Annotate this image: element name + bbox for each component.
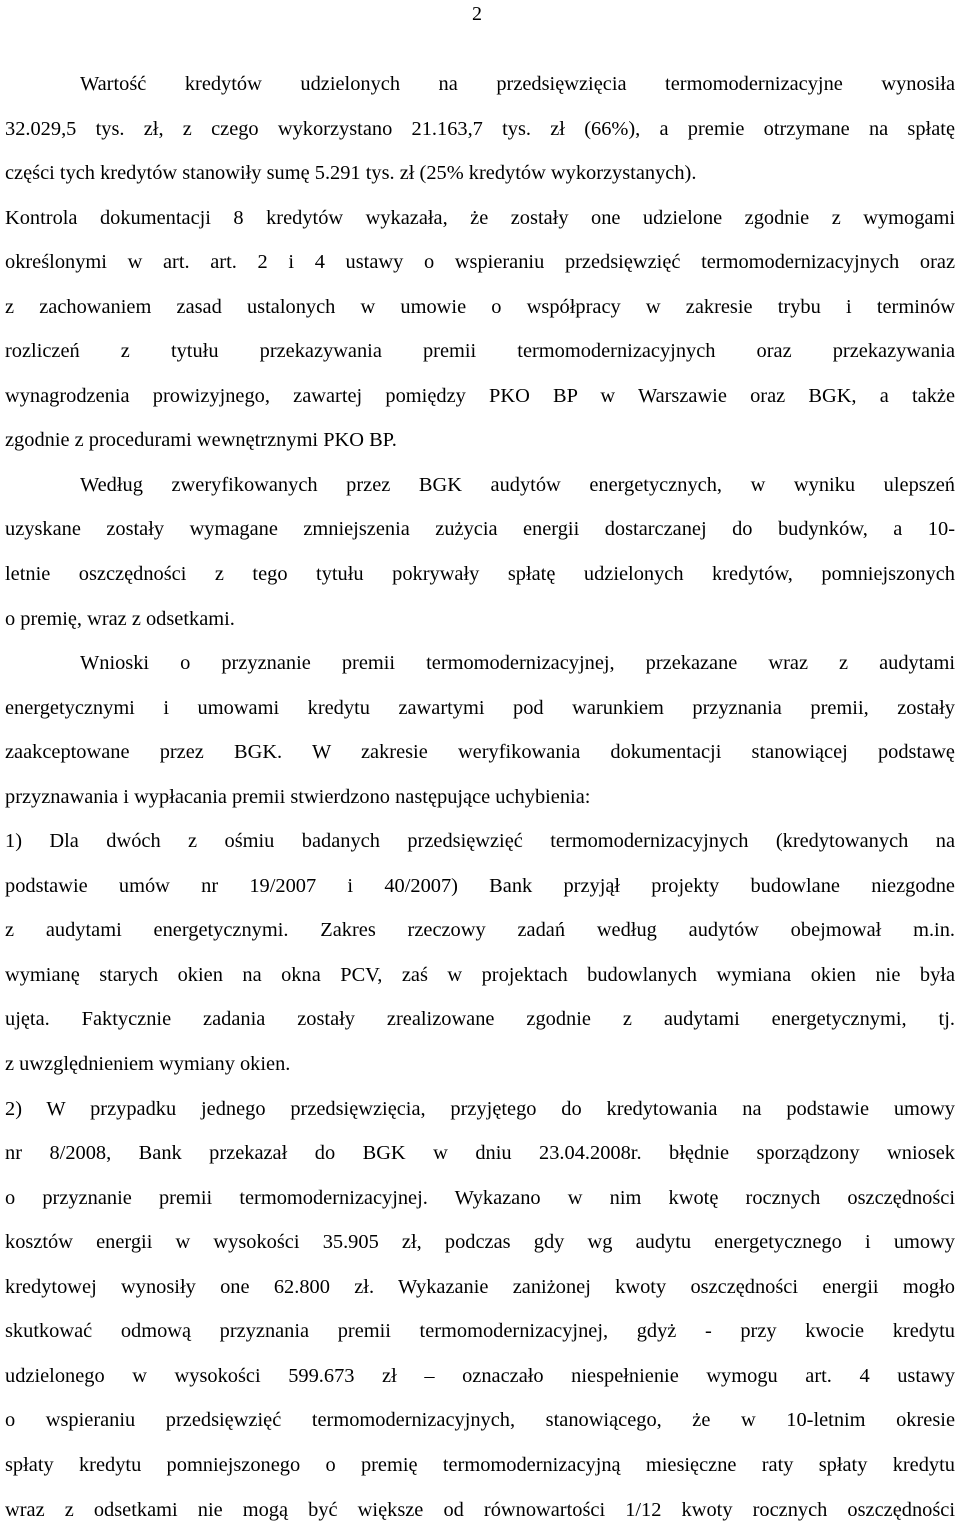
text-line: z zachowaniem zasad ustalonych w umowie o współpracy w zakresie trybu i terminów xyxy=(5,285,955,330)
text-line: udzielonego w wysokości 599.673 zł – oznaczało niespełnienie wymogu art. 4 ustawy xyxy=(5,1354,955,1399)
text-line: rozliczeń z tytułu przekazywania premii termomodernizacyjnych oraz przekazywania xyxy=(5,329,955,374)
text-line: letnie oszczędności z tego tytułu pokrywały spłatę udzielonych kredytów, pomniejszonych xyxy=(5,552,955,597)
text-line: określonymi w art. art. 2 i 4 ustawy o wspieraniu przedsięwzięć termomodernizacyjnych oraz xyxy=(5,240,955,285)
text-line: skutkować odmową przyznania premii termomodernizacyjnej, gdyż - przy kwocie kredytu xyxy=(5,1309,955,1354)
text-line: części tych kredytów stanowiły sumę 5.291 tys. zł (25% kredytów wykorzystanych). xyxy=(5,151,955,196)
text-line: wraz z odsetkami nie mogą być większe od równowartości 1/12 kwoty rocznych oszczędności xyxy=(5,1488,955,1532)
text-line: zgodnie z procedurami wewnętrznymi PKO BP. xyxy=(5,418,955,463)
text-line: wynagrodzenia prowizyjnego, zawartej pomiędzy PKO BP w Warszawie oraz BGK, a także xyxy=(5,374,955,419)
page-number: 2 xyxy=(472,2,482,26)
text-line: Kontrola dokumentacji 8 kredytów wykazała, że zostały one udzielone zgodnie z wymogami xyxy=(5,196,955,241)
text-line: Wartość kredytów udzielonych na przedsięwzięcia termomodernizacyjne wynosiła xyxy=(5,62,955,107)
text-line: zaakceptowane przez BGK. W zakresie weryfikowania dokumentacji stanowiącej podstawę xyxy=(5,730,955,775)
text-line: 1) Dla dwóch z ośmiu badanych przedsięwzięć termomodernizacyjnych (kredytowanych na xyxy=(5,819,955,864)
text-line: podstawie umów nr 19/2007 i 40/2007) Bank przyjął projekty budowlane niezgodne xyxy=(5,864,955,909)
document-body xyxy=(5,62,955,1532)
text-line: o przyznanie premii termomodernizacyjnej. Wykazano w nim kwotę rocznych oszczędności xyxy=(5,1176,955,1221)
text-line: kredytowej wynosiły one 62.800 zł. Wykazanie zaniżonej kwoty oszczędności energii mogło xyxy=(5,1265,955,1310)
text-line: Wnioski o przyznanie premii termomodernizacyjnej, przekazane wraz z audytami xyxy=(5,641,955,686)
text-line: uzyskane zostały wymagane zmniejszenia zużycia energii dostarczanej do budynków, a 10- xyxy=(5,507,955,552)
text-line: nr 8/2008, Bank przekazał do BGK w dniu 23.04.2008r. błędnie sporządzony wniosek xyxy=(5,1131,955,1176)
text-line: ujęta. Faktycznie zadania zostały zrealizowane zgodnie z audytami energetycznymi, tj. xyxy=(5,997,955,1042)
text-line: wymianę starych okien na okna PCV, zaś w projektach budowlanych wymiana okien nie była xyxy=(5,953,955,998)
text-line: o premię, wraz z odsetkami. xyxy=(5,597,955,642)
text-line: spłaty kredytu pomniejszonego o premię termomodernizacyjną miesięczne raty spłaty kredytu xyxy=(5,1443,955,1488)
text-line: z uwzględnieniem wymiany okien. xyxy=(5,1042,955,1087)
text-line: 32.029,5 tys. zł, z czego wykorzystano 21.163,7 tys. zł (66%), a premie otrzymane na spłatę xyxy=(5,107,955,152)
text-line: z audytami energetycznymi. Zakres rzeczowy zadań według audytów obejmował m.in. xyxy=(5,908,955,953)
text-line: przyznawania i wypłacania premii stwierdzono następujące uchybienia: xyxy=(5,775,955,820)
text-line: energetycznymi i umowami kredytu zawartymi pod warunkiem przyznania premii, zostały xyxy=(5,686,955,731)
text-line: Według zweryfikowanych przez BGK audytów energetycznych, w wyniku ulepszeń xyxy=(5,463,955,508)
text-line: kosztów energii w wysokości 35.905 zł, podczas gdy wg audytu energetycznego i umowy xyxy=(5,1220,955,1265)
text-line: 2) W przypadku jednego przedsięwzięcia, przyjętego do kredytowania na podstawie umowy xyxy=(5,1087,955,1132)
text-line: o wspieraniu przedsięwzięć termomodernizacyjnych, stanowiącego, że w 10-letnim okresie xyxy=(5,1398,955,1443)
